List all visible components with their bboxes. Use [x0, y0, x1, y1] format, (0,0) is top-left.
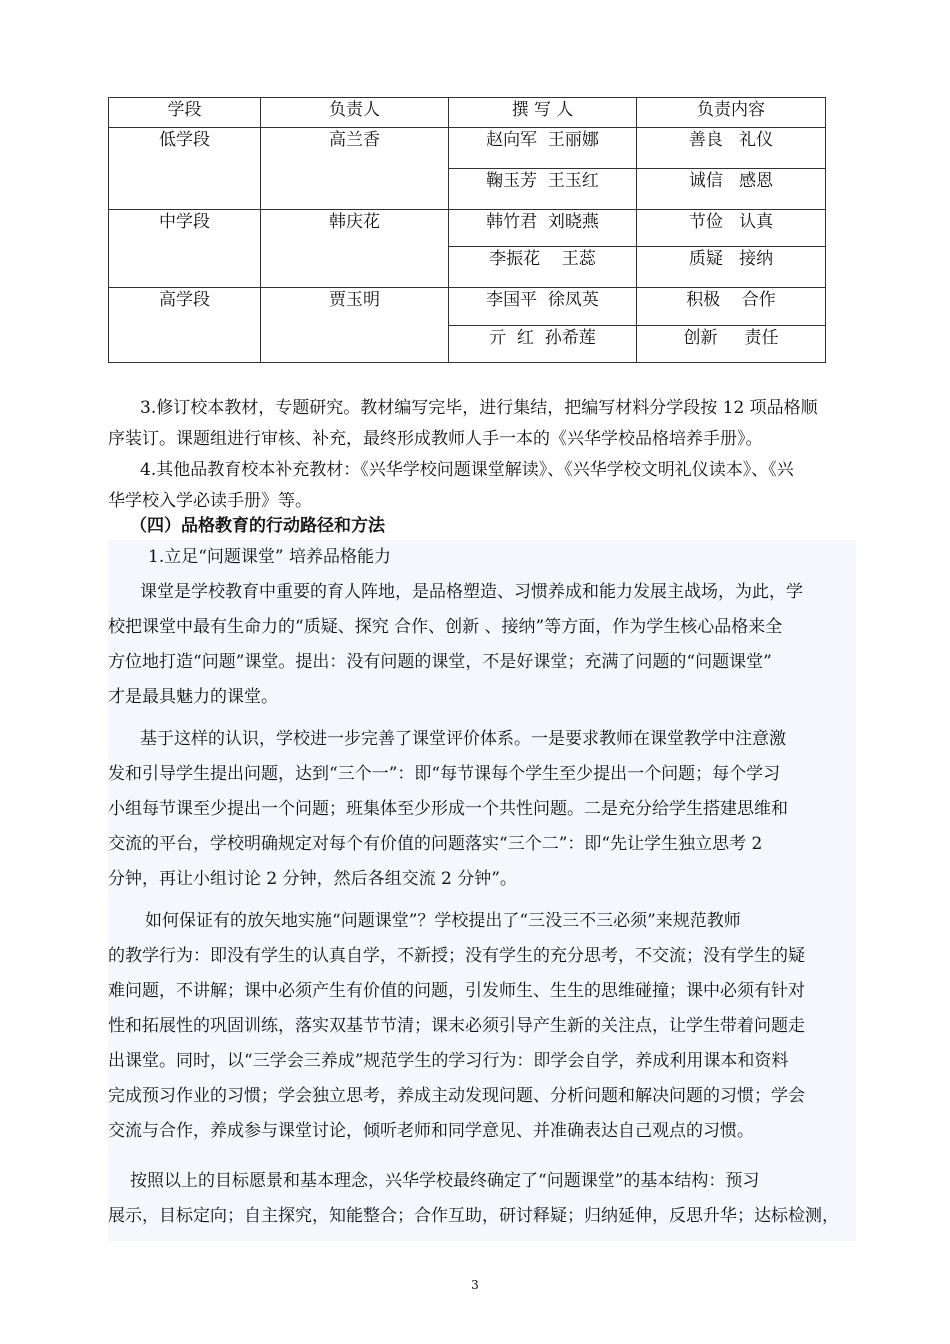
table-row [109, 288, 826, 326]
stage-cell: 中学段 [109, 210, 261, 288]
stage-cell: 高学段 [109, 288, 261, 363]
table-header-row [109, 98, 826, 128]
leader-cell: 高兰香 [261, 128, 449, 210]
writers-cell: 赵向军 王丽娜 [449, 128, 637, 169]
header-leader: 负责人 [261, 98, 449, 128]
content-cell: 节俭 认真 [637, 210, 826, 247]
paragraph-b-line-1: 基于这样的认识，学校进一步完善了课堂评价体系。一是要求教师在课堂教学中注意激 [140, 729, 786, 749]
paragraph-b-line-3: 小组每节课至少提出一个问题；班集体至少形成一个共性问题。二是充分给学生搭建思维和 [108, 799, 788, 819]
paragraph-c-line-3: 难问题，不讲解；课中必须产生有价值的问题，引发师生、生生的思维碰撞；课中必须有针对 [108, 981, 805, 1001]
content-cell: 创新 责任 [637, 326, 826, 363]
writers-cell: 李振花 王蕊 [449, 247, 637, 288]
paragraph-a-line-2: 校把课堂中最有生命力的“质疑、探究 合作、创新 、接纳”等方面，作为学生核心品格来全 [108, 617, 783, 637]
table-row [109, 210, 826, 247]
section-heading: （四）品格教育的行动路径和方法 [130, 516, 385, 536]
paragraph-a-line-1: 课堂是学校教育中重要的育人阵地，是品格塑造、习惯养成和能力发展主战场，为此，学 [140, 582, 803, 602]
page-number: 3 [471, 1278, 479, 1292]
paragraph-c-line-1: 如何保证有的放矢地实施“问题课堂”？学校提出了“三没三不三必须”来规范教师 [145, 911, 741, 931]
paragraph-a-line-4: 才是最具魅力的课堂。 [108, 687, 278, 707]
header-writers: 撰 写 人 [449, 98, 637, 128]
writers-cell: 鞠玉芳 王玉红 [449, 169, 637, 210]
paragraph-4-line-2: 华学校入学必读手册》等。 [108, 491, 312, 511]
stage-cell: 低学段 [109, 128, 261, 210]
paragraph-d-line-2: 展示，目标定向；自主探究，知能整合；合作互助，研讨释疑；归纳延伸，反思升华；达标检测， [108, 1206, 839, 1226]
paragraph-b-line-4: 交流的平台，学校明确规定对每个有价值的问题落实“三个二”：即“先让学生独立思考 2 [108, 834, 763, 854]
paragraph-b-line-2: 发和引导学生提出问题，达到“三个一”：即“每节课每个学生至少提出一个问题；每个学习 [108, 764, 781, 784]
paragraph-c-line-5: 出课堂。同时，以“三学会三养成”规范学生的学习行为：即学会自学，养成利用课本和资料 [108, 1051, 789, 1071]
paragraph-c-line-6: 完成预习作业的习惯；学会独立思考，养成主动发现问题、分析问题和解决问题的习惯；学会 [108, 1086, 805, 1106]
paragraph-c-line-2: 的教学行为：即没有学生的认真自学，不新授；没有学生的充分思考，不交流；没有学生的疑 [108, 946, 805, 966]
content-cell: 诚信 感恩 [637, 169, 826, 210]
writers-cell: 亓 红 孙希莲 [449, 326, 637, 363]
table-row [109, 128, 826, 169]
writers-cell: 韩竹君 刘晓燕 [449, 210, 637, 247]
leader-cell: 韩庆花 [261, 210, 449, 288]
subsection-heading: 1.立足“问题课堂” 培养品格能力 [148, 547, 392, 567]
content-cell: 质疑 接纳 [637, 247, 826, 288]
paragraph-c-line-4: 性和拓展性的巩固训练，落实双基节节清；课末必须引导产生新的关注点，让学生带着问题走 [108, 1016, 805, 1036]
content-cell: 善良 礼仪 [637, 128, 826, 169]
paragraph-b-line-5: 分钟，再让小组讨论 2 分钟，然后各组交流 2 分钟”。 [108, 869, 517, 889]
paragraph-c-line-7: 交流与合作，养成参与课堂讨论，倾听老师和同学意见、并准确表达自己观点的习惯。 [108, 1121, 754, 1141]
writers-cell: 李国平 徐凤英 [449, 288, 637, 326]
leader-cell: 贾玉明 [261, 288, 449, 363]
content-cell: 积极 合作 [637, 288, 826, 326]
paragraph-a-line-3: 方位地打造“问题”课堂。提出：没有问题的课堂，不是好课堂；充满了问题的“问题课堂” [108, 652, 772, 672]
paragraph-4-line-1: 4.其他品教育校本补充教材：《兴华学校问题课堂解读》、《兴华学校文明礼仪读本》、《兴 [140, 460, 794, 480]
header-content: 负责内容 [637, 98, 826, 128]
header-stage: 学段 [109, 98, 261, 128]
paragraph-3-line-1: 3.修订校本教材，专题研究。教材编写完毕，进行集结，把编写材料分学段按 12 项品格顺 [140, 398, 818, 418]
paragraph-d-line-1: 按照以上的目标愿景和基本理念，兴华学校最终确定了“问题课堂”的基本结构：预习 [130, 1171, 760, 1191]
paragraph-3-line-2: 序装订。课题组进行审核、补充，最终形成教师人手一本的《兴华学校品格培养手册》。 [108, 429, 763, 449]
responsibility-table [108, 97, 826, 363]
